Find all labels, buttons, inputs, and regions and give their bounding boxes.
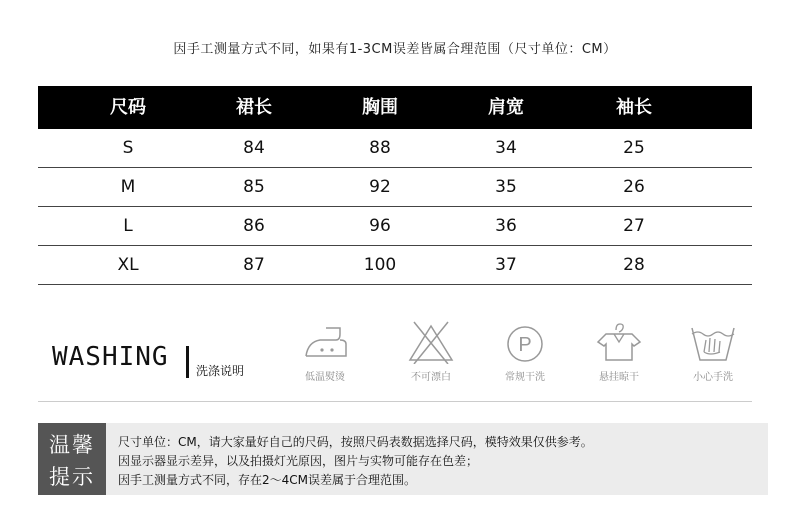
table-cell: 92 bbox=[369, 177, 391, 197]
table-cell: 88 bbox=[369, 138, 391, 158]
table-row bbox=[38, 207, 752, 246]
table-row bbox=[38, 129, 752, 168]
iron-low-icon bbox=[300, 320, 350, 364]
table-row bbox=[38, 246, 752, 285]
hang-dry-icon bbox=[594, 320, 644, 364]
care-item-dryclean bbox=[490, 320, 560, 382]
tips-label-box bbox=[38, 423, 106, 495]
table-row bbox=[38, 168, 752, 207]
table-cell: 27 bbox=[623, 216, 645, 236]
dry-clean-p-icon bbox=[500, 320, 550, 364]
section-divider bbox=[38, 401, 752, 402]
care-item-handwash bbox=[678, 320, 748, 382]
care-item-bleach bbox=[396, 320, 466, 382]
washing-divider bbox=[186, 346, 189, 378]
table-cell: 34 bbox=[495, 138, 517, 158]
header-shoulder: 肩宽 bbox=[488, 97, 524, 118]
washing-subtitle: 洗涤说明 bbox=[196, 364, 245, 378]
table-cell: XL bbox=[117, 255, 139, 275]
hand-wash-icon bbox=[688, 320, 738, 364]
tips-line: 因显示器显示差异，以及拍摄灯光原因，图片与实物可能存在色差； bbox=[118, 454, 479, 468]
size-table-body bbox=[38, 129, 752, 285]
table-cell: 26 bbox=[623, 177, 645, 197]
table-cell: 35 bbox=[495, 177, 517, 197]
care-label: 常规干洗 bbox=[505, 372, 545, 383]
table-cell: 85 bbox=[243, 177, 265, 197]
care-label: 小心手洗 bbox=[693, 372, 733, 383]
table-cell: L bbox=[123, 216, 133, 236]
tips-title-line1: 温馨 bbox=[49, 433, 95, 457]
care-label: 不可漂白 bbox=[411, 372, 451, 383]
table-cell: S bbox=[122, 138, 134, 158]
table-cell: 100 bbox=[363, 255, 397, 275]
size-table-header bbox=[38, 86, 752, 129]
table-cell: 25 bbox=[623, 138, 645, 158]
svg-text:P: P bbox=[518, 334, 532, 356]
header-sleeve: 袖长 bbox=[616, 97, 652, 118]
header-length: 裙长 bbox=[236, 97, 272, 118]
header-size: 尺码 bbox=[110, 97, 146, 118]
care-label: 悬挂晾干 bbox=[599, 372, 639, 383]
washing-title: WASHING bbox=[52, 342, 169, 372]
measurement-note: 因手工测量方式不同，如果有1-3CM误差皆属合理范围（尺寸单位：CM） bbox=[173, 42, 617, 57]
header-bust: 胸围 bbox=[362, 97, 398, 118]
tips-panel bbox=[38, 423, 768, 495]
tips-title-line2: 提示 bbox=[49, 465, 95, 489]
no-bleach-icon bbox=[406, 320, 456, 364]
table-cell: 86 bbox=[243, 216, 265, 236]
table-cell: 37 bbox=[495, 255, 517, 275]
table-cell: 96 bbox=[369, 216, 391, 236]
table-cell: 28 bbox=[623, 255, 645, 275]
table-cell: 84 bbox=[243, 138, 265, 158]
tips-line: 因手工测量方式不同，存在2～4CM误差属于合理范围。 bbox=[118, 473, 417, 487]
care-item-iron bbox=[290, 320, 360, 382]
care-item-hangdry bbox=[584, 320, 654, 382]
table-cell: 36 bbox=[495, 216, 517, 236]
tips-line: 尺寸单位：CM，请大家量好自己的尺码，按照尺码表数据选择尺码，模特效果仅供参考。 bbox=[118, 435, 593, 449]
table-cell: M bbox=[120, 177, 136, 197]
size-table bbox=[38, 86, 752, 275]
table-cell: 87 bbox=[243, 255, 265, 275]
care-label: 低温熨烫 bbox=[305, 372, 345, 383]
